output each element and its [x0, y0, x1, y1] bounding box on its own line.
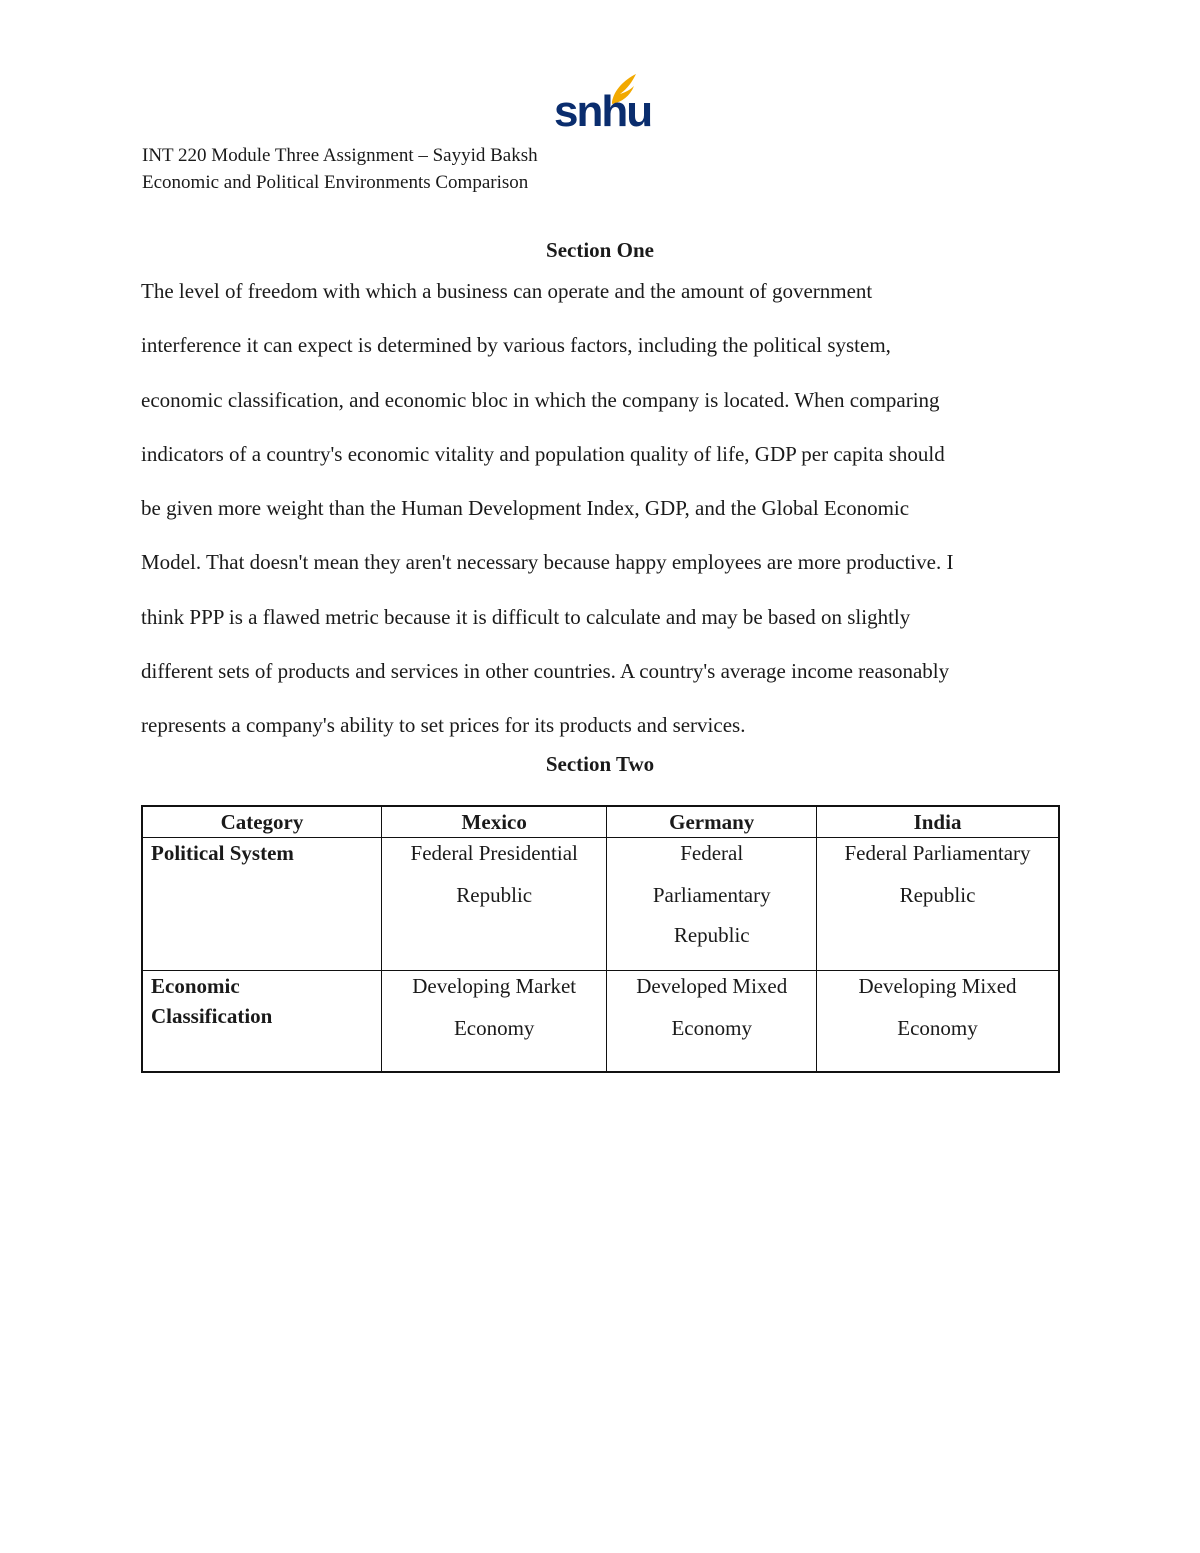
cell-germany-economic [607, 971, 817, 1073]
table-row [142, 838, 1059, 971]
logo-text: snhu [554, 87, 652, 136]
body-line: interference it can expect is determined by various factors, including the political system, [141, 333, 891, 358]
cell-line: Economy [671, 1016, 752, 1040]
cell-india-political [817, 838, 1059, 971]
column-header-mexico: Mexico [381, 806, 606, 838]
cell-mexico-economic [381, 971, 606, 1073]
document-header [142, 142, 538, 196]
cell-mexico-political [381, 838, 606, 971]
body-line: think PPP is a flawed metric because it is difficult to calculate and may be based on slightly [141, 604, 911, 629]
cell-line: Developing Mixed [858, 974, 1017, 998]
body-line: different sets of products and services in other countries. A country's average income reasonably [141, 659, 950, 684]
header-title-line: Economic and Political Environments Comparison [142, 172, 529, 193]
cell-line: Parliamentary [652, 883, 771, 907]
cell-line: Economy [453, 1016, 535, 1040]
cell-line: Republic [673, 923, 750, 947]
row-label-economic-classification [142, 971, 381, 1073]
section-one-body [141, 264, 1071, 753]
body-line: Model. That doesn't mean they aren't necessary because happy employees are more productive. I [141, 550, 954, 575]
cell-line: Federal [680, 841, 744, 865]
table-header-row [142, 806, 1059, 838]
cell-india-economic [817, 971, 1059, 1073]
cell-line: Developed Mixed [636, 974, 788, 998]
body-line: represents a company's ability to set prices for its products and services. [141, 713, 746, 738]
cell-line: Federal Parliamentary [844, 841, 1031, 865]
cell-line: Republic [899, 883, 976, 907]
header-course-line: INT 220 Module Three Assignment – Sayyid Baksh [142, 145, 538, 166]
table-row [142, 971, 1059, 1073]
cell-line: Federal Presidential [410, 841, 578, 865]
column-header-category: Category [142, 806, 381, 838]
row-label-line: Classification [151, 1004, 273, 1028]
row-label-political-system: Political System [142, 838, 381, 971]
cell-line: Developing Market [412, 974, 577, 998]
cell-line: Economy [897, 1016, 978, 1040]
comparison-table [141, 805, 1060, 1073]
cell-germany-political [607, 838, 817, 971]
body-line: The level of freedom with which a business can operate and the amount of government [141, 279, 873, 303]
body-line: indicators of a country's economic vitality and population quality of life, GDP per capita should [141, 441, 945, 466]
section-one-title: Section One [546, 238, 654, 262]
cell-line: Republic [456, 883, 533, 907]
column-header-india: India [817, 806, 1059, 838]
snhu-logo [554, 72, 652, 136]
column-header-germany: Germany [607, 806, 817, 838]
body-line: be given more weight than the Human Development Index, GDP, and the Global Economic [141, 496, 910, 521]
body-line: economic classification, and economic bloc in which the company is located. When comparing [141, 387, 940, 412]
row-label-line: Economic [151, 974, 240, 998]
section-two-title: Section Two [545, 752, 655, 776]
